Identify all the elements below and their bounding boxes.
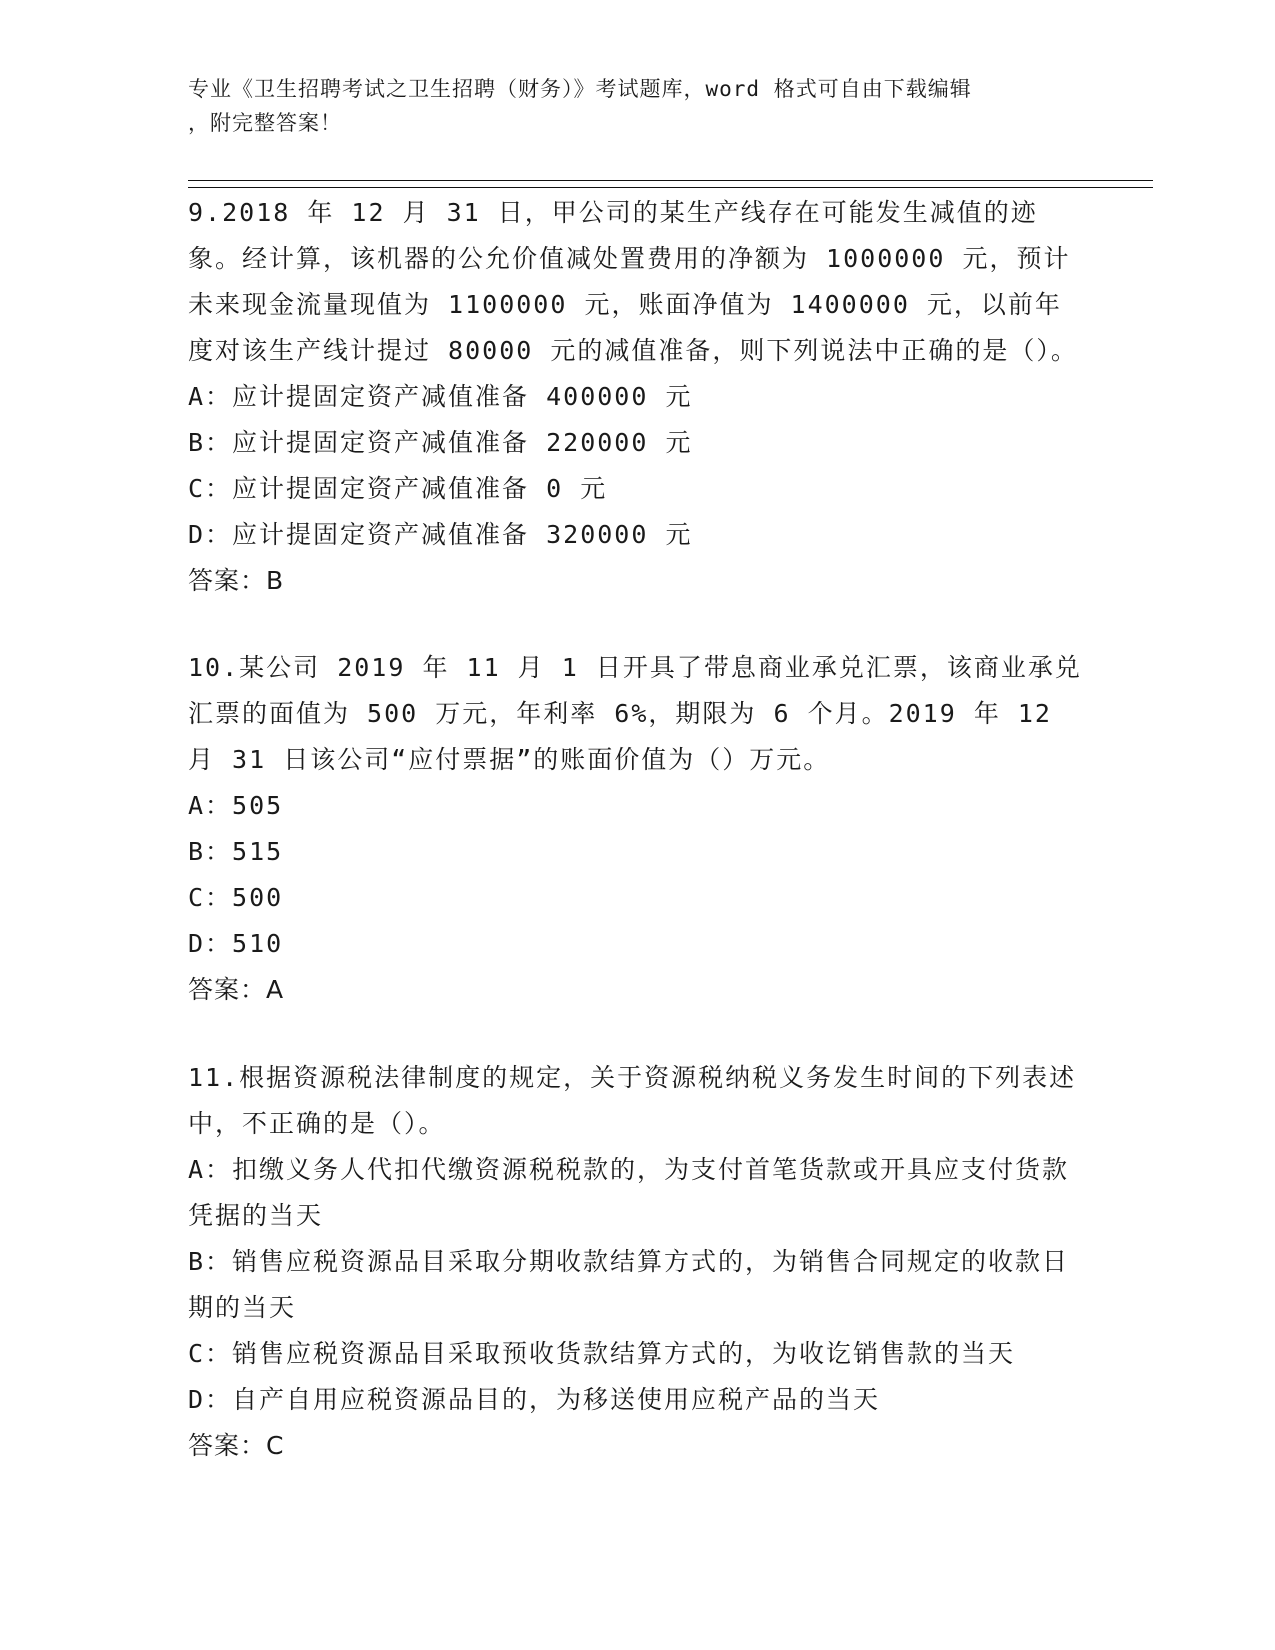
question-stem: 10.某公司 2019 年 11 月 1 日开具了带息商业承兑汇票，该商业承兑汇票的面值为 500 万元，年利率 6%，期限为 6 个月。2019 年 12 月 31 日该公司“应付票据”的账面价值为（）万元。	[188, 653, 1082, 774]
question-10	[188, 645, 1088, 1013]
question-11	[188, 1055, 1088, 1469]
option-b: B：515	[188, 837, 284, 866]
option-a: A：505	[188, 791, 284, 820]
header-rule-top	[188, 180, 1153, 181]
option-a: A：应计提固定资产减值准备 400000 元	[188, 382, 693, 411]
option-c: C：500	[188, 883, 284, 912]
question-9	[188, 190, 1088, 604]
option-c: C：应计提固定资产减值准备 0 元	[188, 474, 608, 503]
option-b: B：应计提固定资产减值准备 220000 元	[188, 428, 693, 457]
option-c: C：销售应税资源品目采取预收货款结算方式的，为收讫销售款的当天	[188, 1339, 1016, 1368]
option-b: B：销售应税资源品目采取分期收款结算方式的，为销售合同规定的收款日期的当天	[188, 1247, 1070, 1322]
option-d: D：510	[188, 929, 284, 958]
answer: 答案：B	[188, 566, 285, 595]
header-rule-bottom	[188, 187, 1153, 188]
option-d: D：自产自用应税资源品目的，为移送使用应税产品的当天	[188, 1385, 881, 1414]
question-stem: 11.根据资源税法律制度的规定，关于资源税纳税义务发生时间的下列表述中，不正确的是（）。	[188, 1063, 1077, 1138]
header-line-2: ，附完整答案！	[188, 111, 342, 135]
document-header	[188, 72, 1068, 140]
question-stem: 9.2018 年 12 月 31 日，甲公司的某生产线存在可能发生减值的迹象。经计算，该机器的公允价值减处置费用的净额为 1000000 元，预计未来现金流量现值为 1100000 元，账面净值为 1400000 元，以前年度对该生产线计提过 80000 元的减值准备，则下列说法中正确的是（）。	[188, 198, 1078, 365]
answer: 答案：C	[188, 1431, 285, 1460]
answer: 答案：A	[188, 975, 285, 1004]
option-a: A：扣缴义务人代扣代缴资源税税款的，为支付首笔货款或开具应支付货款凭据的当天	[188, 1155, 1070, 1230]
header-line-1: 专业《卫生招聘考试之卫生招聘（财务）》考试题库，word 格式可自由下载编辑	[188, 77, 972, 101]
option-d: D：应计提固定资产减值准备 320000 元	[188, 520, 693, 549]
